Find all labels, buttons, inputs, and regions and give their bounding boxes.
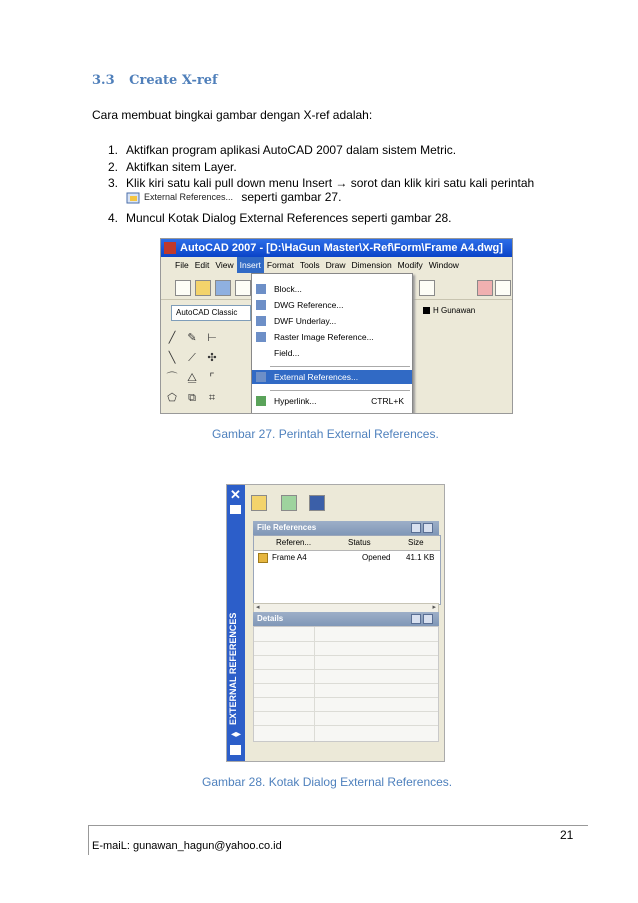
erase-tool-icon[interactable]: ✎ bbox=[187, 332, 197, 344]
column-status[interactable]: Status bbox=[348, 538, 371, 547]
file-references-header: File References bbox=[253, 521, 439, 535]
dwg-reference-icon bbox=[256, 300, 266, 310]
step-continuation-text: seperti gambar 27. bbox=[241, 190, 342, 204]
section-number: 3.3 bbox=[92, 73, 115, 88]
row-size: 41.1 KB bbox=[406, 553, 435, 562]
save-icon[interactable] bbox=[215, 280, 231, 296]
step-2 bbox=[108, 160, 237, 174]
xref-icon bbox=[126, 191, 142, 205]
refresh-icon[interactable] bbox=[281, 495, 297, 511]
draw-toolbar bbox=[161, 327, 225, 413]
offset-tool-icon[interactable]: ⧉ bbox=[188, 392, 196, 404]
palette-vertical-title: EXTERNAL REFERENCES bbox=[228, 612, 238, 725]
details-header: Details bbox=[253, 612, 439, 626]
step-number: 2. bbox=[108, 160, 119, 174]
block-icon bbox=[256, 284, 266, 294]
external-references-inline-icon bbox=[126, 191, 238, 205]
menu-dimension[interactable]: Dimension bbox=[351, 260, 392, 270]
step-4 bbox=[108, 211, 452, 225]
polyline-tool-icon[interactable]: ⌒ bbox=[166, 372, 178, 384]
auto-hide-icon[interactable]: ◂▸ bbox=[231, 729, 242, 740]
step-number: 1. bbox=[108, 143, 119, 157]
dwf-underlay-icon bbox=[256, 316, 266, 326]
scroll-left-icon[interactable]: ◂ bbox=[256, 604, 260, 611]
undo-icon[interactable] bbox=[419, 280, 435, 296]
step-text: Klik kiri satu kali pull down menu Insert → sorot dan klik kiri satu kali perintah bbox=[126, 176, 535, 190]
tree-view-icon[interactable] bbox=[423, 523, 433, 533]
mirror-tool-icon[interactable]: ⧋ bbox=[187, 372, 197, 384]
xref-icon-label: External References... bbox=[144, 191, 234, 202]
details-row-line bbox=[254, 669, 438, 670]
polygon-tool-icon[interactable]: ⬠ bbox=[167, 392, 177, 404]
row-reference-name: Frame A4 bbox=[272, 553, 307, 562]
dimension-tool-icon[interactable]: ⊢ bbox=[207, 332, 217, 344]
workspace-select[interactable]: AutoCAD Classic bbox=[171, 305, 251, 321]
details-row-line bbox=[254, 711, 438, 712]
menu-window[interactable]: Window bbox=[428, 260, 459, 270]
step-3 bbox=[108, 176, 534, 190]
menu-separator bbox=[270, 366, 410, 367]
pan-icon[interactable] bbox=[477, 280, 493, 296]
array-tool-icon[interactable]: ⌗ bbox=[208, 392, 216, 404]
autocad-titlebar bbox=[161, 239, 512, 257]
step-text: Aktifkan sitem Layer. bbox=[126, 160, 237, 174]
hyperlink-icon bbox=[256, 396, 266, 406]
file-references-table bbox=[253, 535, 441, 605]
zoom-icon[interactable] bbox=[495, 280, 511, 296]
step-text: Muncul Kotak Dialog External References seperti gambar 28. bbox=[126, 211, 452, 225]
preview-icon[interactable] bbox=[423, 614, 433, 624]
footer-divider bbox=[88, 825, 588, 826]
details-icon[interactable] bbox=[411, 614, 421, 624]
details-row-line bbox=[254, 641, 438, 642]
scroll-right-icon[interactable]: ▸ bbox=[432, 604, 436, 611]
menu-edit[interactable]: Edit bbox=[194, 260, 210, 270]
menu-item-block[interactable]: Block... bbox=[252, 282, 412, 296]
raster-image-icon bbox=[256, 332, 266, 342]
figure-27-caption: Gambar 27. Perintah External References. bbox=[212, 427, 439, 441]
attach-icon[interactable] bbox=[251, 495, 267, 511]
autocad-logo-icon bbox=[164, 242, 176, 254]
menu-item-hyperlink[interactable]: Hyperlink... CTRL+K bbox=[252, 394, 412, 408]
section-heading bbox=[92, 73, 218, 88]
xline-tool-icon[interactable]: ╲ bbox=[168, 352, 176, 364]
figure-28-caption: Gambar 28. Kotak Dialog External References. bbox=[202, 775, 453, 789]
palette-side-bar bbox=[227, 485, 245, 761]
insert-dropdown-menu bbox=[251, 273, 413, 414]
menu-item-external-references[interactable]: External References... bbox=[252, 370, 412, 384]
move-tool-icon[interactable]: ✣ bbox=[207, 352, 217, 364]
menu-file[interactable]: File bbox=[175, 260, 189, 270]
details-panel bbox=[253, 626, 439, 742]
menu-draw[interactable]: Draw bbox=[325, 260, 346, 270]
details-row-line bbox=[254, 683, 438, 684]
menu-item-dwg-reference[interactable]: DWG Reference... bbox=[252, 298, 412, 312]
step-text: Aktifkan program aplikasi AutoCAD 2007 dalam sistem Metric. bbox=[126, 143, 457, 157]
section-title: Create X-ref bbox=[129, 73, 218, 88]
menu-tools[interactable]: Tools bbox=[299, 260, 320, 270]
table-header bbox=[254, 536, 440, 551]
column-size[interactable]: Size bbox=[408, 538, 424, 547]
print-icon[interactable] bbox=[235, 280, 251, 296]
help-icon[interactable] bbox=[309, 495, 325, 511]
footer-email: E-maiL: gunawan_hagun@yahoo.co.id bbox=[92, 840, 282, 852]
step-number: 3. bbox=[108, 176, 119, 190]
table-row[interactable] bbox=[254, 552, 440, 564]
menu-view[interactable]: View bbox=[215, 260, 234, 270]
footer-divider-vertical bbox=[88, 825, 89, 855]
step-1 bbox=[108, 143, 456, 157]
fillet-tool-icon[interactable]: ⌜ bbox=[209, 372, 215, 384]
line-tool-icon[interactable]: ╱ bbox=[168, 332, 176, 344]
menu-item-dwf-underlay[interactable]: DWF Underlay... bbox=[252, 314, 412, 328]
list-view-icon[interactable] bbox=[411, 523, 421, 533]
field-icon bbox=[256, 348, 266, 358]
menu-item-field[interactable]: Field... bbox=[252, 346, 412, 360]
copy-tool-icon[interactable]: ⟋ bbox=[188, 352, 196, 364]
menu-bar bbox=[161, 257, 512, 273]
close-icon[interactable]: ✕ bbox=[230, 487, 241, 502]
palette-menu-icon[interactable] bbox=[230, 505, 241, 514]
window-title: AutoCAD 2007 - [D:\HaGun Master\X-Ref\Form\Frame A4.dwg] bbox=[180, 242, 503, 254]
details-row-line bbox=[254, 697, 438, 698]
menu-format[interactable]: Format bbox=[266, 260, 294, 270]
menu-insert[interactable]: Insert bbox=[237, 257, 264, 273]
intro-paragraph: Cara membuat bingkai gambar dengan X-ref adalah: bbox=[92, 108, 373, 122]
properties-icon[interactable] bbox=[230, 745, 241, 755]
row-status: Opened bbox=[362, 553, 391, 562]
step-3-continuation bbox=[126, 190, 341, 205]
details-divider bbox=[314, 627, 315, 741]
figure-27-screenshot bbox=[160, 238, 513, 414]
menu-item-raster-image[interactable]: Raster Image Reference... bbox=[252, 330, 412, 344]
new-icon[interactable] bbox=[175, 280, 191, 296]
open-icon[interactable] bbox=[195, 280, 211, 296]
layer-color-swatch bbox=[423, 307, 430, 314]
step-number: 4. bbox=[108, 211, 119, 225]
details-row-line bbox=[254, 725, 438, 726]
column-reference[interactable]: Referen... bbox=[276, 538, 312, 547]
layer-name[interactable]: H Gunawan bbox=[433, 306, 476, 315]
details-row-line bbox=[254, 655, 438, 656]
figure-28-screenshot bbox=[226, 484, 445, 762]
menu-separator bbox=[270, 390, 410, 391]
menu-modify[interactable]: Modify bbox=[397, 260, 423, 270]
external-references-icon bbox=[256, 372, 266, 382]
page-number: 21 bbox=[560, 828, 574, 842]
